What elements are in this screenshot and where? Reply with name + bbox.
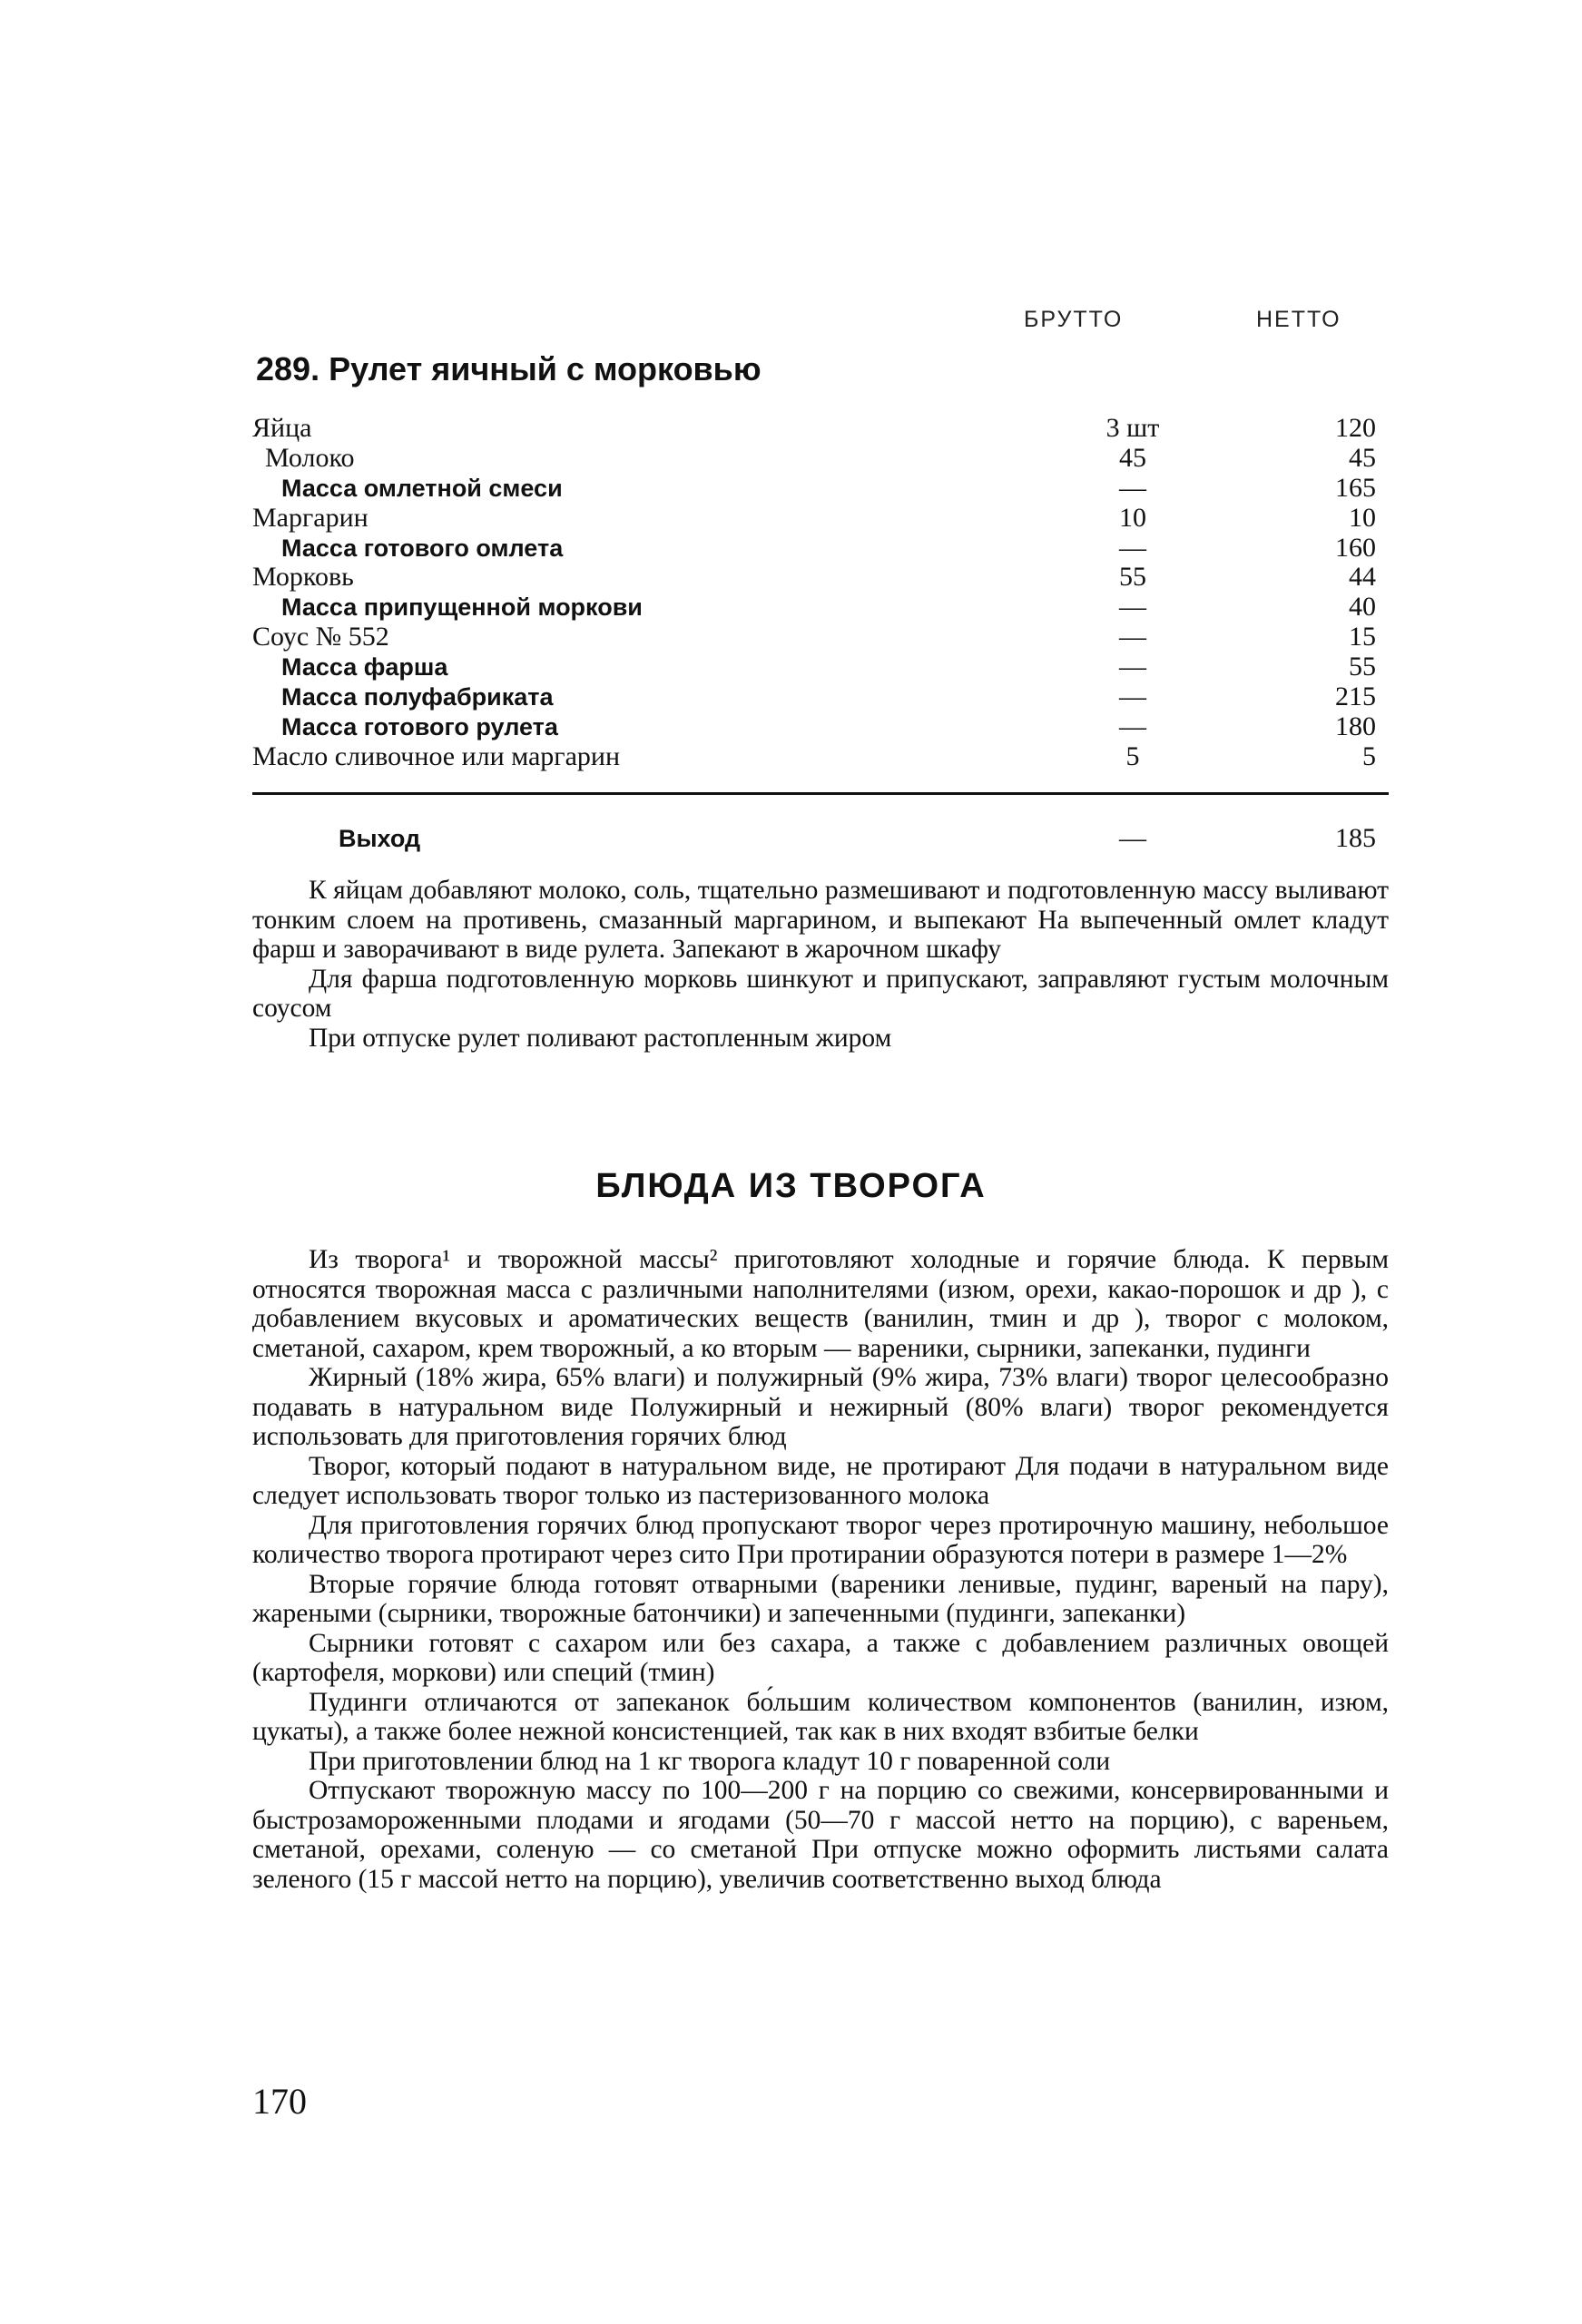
ingredient-brutto: — [1119, 711, 1146, 741]
ingredient-row [252, 563, 1387, 593]
ingredient-brutto: 5 [1125, 740, 1140, 771]
paragraph: Жирный (18% жира, 65% влаги) и полужирный (9% жира, 73% влаги) творог целесообразно подавать в натуральном виде Полужирный и нежирный (80% влаги) творог рекомендуется использовать для приготовления горячих блюд [252, 1363, 1389, 1451]
ingredient-row [252, 623, 1387, 652]
ingredient-name: Масло сливочное или маргарин [252, 740, 621, 771]
column-header-brutto: БРУТТО [1024, 307, 1124, 332]
ingredient-row [252, 444, 1387, 474]
recipe-title: 289. Рулет яичный с морковью [256, 350, 762, 387]
paragraph: Для фарша подготовленную морковь шинкуют и припускают, заправляют густым молочным соусом [252, 964, 1389, 1023]
ingredient-netto: 165 [1335, 472, 1376, 503]
ingredient-row [252, 712, 1387, 742]
ingredient-netto: 180 [1335, 711, 1376, 741]
ingredient-netto: 10 [1349, 502, 1376, 533]
ingredient-brutto: — [1119, 592, 1146, 623]
ingredient-netto: 5 [1362, 740, 1376, 771]
paragraph: Из творога¹ и творожной массы² приготовляют холодные и горячие блюда. К первым относятся творожная масса с различными наполнителями (изюм, орехи, какао-порошок и др ), с добавлением вкусовых и ароматических веществ (ванилин, тмин и др ), творог с молоком, сметаной, сахаром, крем творожный, а ко вторым — вареники, сырники, запеканки, пудинги [252, 1245, 1389, 1363]
table-divider [252, 792, 1389, 795]
paragraph: Отпускают творожную массу по 100—200 г на порцию со свежими, консервированными и быстрозамороженными плодами и ягодами (50—70 г массой нетто на порцию), с вареньем, сметаной, орехами, соленую — со сметаной При отпуске можно оформить листьями салата зеленого (15 г массой нетто на порцию), увеличив соответственно выход блюда [252, 1776, 1389, 1894]
ingredient-row [252, 534, 1387, 564]
ingredient-brutto: 10 [1119, 502, 1146, 533]
ingredient-row [252, 682, 1387, 712]
page-number: 170 [252, 2081, 307, 2122]
ingredient-name: Масса готового омлета [281, 534, 564, 562]
ingredients-table [252, 414, 1387, 772]
chapter-body [252, 1245, 1389, 1894]
ingredient-brutto: 55 [1119, 562, 1146, 593]
yield-netto: 185 [1335, 823, 1376, 853]
ingredient-netto: 44 [1349, 562, 1376, 593]
ingredient-brutto: 45 [1119, 442, 1146, 473]
ingredient-row [252, 474, 1387, 504]
ingredient-brutto: — [1119, 622, 1146, 652]
paragraph: Сырники готовят с сахаром или без сахара, а также с добавлением различных овощей (картофеля, моркови) или специй (тмин) [252, 1628, 1389, 1687]
ingredient-name: Масса припущенной моркови [281, 593, 643, 622]
ingredient-name: Молоко [265, 442, 355, 473]
ingredient-brutto: — [1119, 472, 1146, 503]
yield-row [252, 822, 1387, 855]
ingredient-netto: 55 [1349, 652, 1376, 682]
ingredient-row [252, 593, 1387, 623]
ingredient-row [252, 742, 1387, 772]
yield-brutto: — [1119, 823, 1146, 853]
chapter-title: БЛЮДА ИЗ ТВОРОГА [595, 1167, 987, 1205]
paragraph: Для приготовления горячих блюд пропускают творог через протирочную машину, небольшое количество творога протирают через сито При протирании образуются потери в размере 1—2% [252, 1510, 1389, 1569]
ingredient-brutto: — [1119, 682, 1146, 712]
paragraph: При приготовлении блюд на 1 кг творога кладут 10 г поваренной соли [309, 1746, 1111, 1776]
paragraph: К яйцам добавляют молоко, соль, тщательно размешивают и подготовленную массу выливают тонким слоем на противень, смазанный маргарином, и выпекают На выпеченный омлет кладут фарш и заворачивают в виде рулета. Запекают в жарочном шкафу [252, 876, 1389, 964]
ingredient-brutto: — [1119, 532, 1146, 563]
ingredient-name: Масса полуфабриката [281, 683, 554, 711]
paragraph: Пудинги отличаются от запеканок бо́льшим количеством компонентов (ванилин, изюм, цукаты), а также более нежной консистенцией, так как в них входят взбитые белки [252, 1687, 1389, 1746]
ingredient-row [252, 504, 1387, 534]
ingredient-name: Масса омлетной смеси [281, 474, 563, 502]
paragraph: При отпуске рулет поливают растопленным жиром [309, 1023, 892, 1053]
column-header-netto: НЕТТО [1256, 307, 1341, 332]
ingredient-name: Масса фарша [281, 653, 448, 682]
ingredient-row [252, 652, 1387, 682]
ingredient-name: Морковь [252, 562, 354, 593]
ingredient-netto: 45 [1349, 442, 1376, 473]
ingredient-name: Соус № 552 [252, 622, 389, 652]
ingredient-row [252, 414, 1387, 444]
ingredient-name: Яйца [252, 413, 312, 443]
yield-label: Выход [339, 825, 421, 852]
ingredient-netto: 160 [1335, 532, 1376, 563]
ingredient-brutto: 3 шт [1105, 413, 1160, 443]
paragraph: Вторые горячие блюда готовят отварными (вареники ленивые, пудинг, вареный на пару), жареными (сырники, творожные батончики) и запеченными (пудинги, запеканки) [252, 1569, 1389, 1628]
recipe-instructions [252, 876, 1389, 1053]
ingredient-name: Маргарин [252, 502, 368, 533]
ingredient-netto: 215 [1335, 682, 1376, 712]
ingredient-name: Масса готового рулета [281, 712, 558, 740]
ingredient-netto: 120 [1335, 413, 1376, 443]
ingredient-netto: 15 [1349, 622, 1376, 652]
ingredient-brutto: — [1119, 652, 1146, 682]
paragraph: Творог, который подают в натуральном виде, не протирают Для подачи в натуральном виде следует использовать творог только из пастеризованного молока [252, 1451, 1389, 1510]
ingredient-netto: 40 [1349, 592, 1376, 623]
